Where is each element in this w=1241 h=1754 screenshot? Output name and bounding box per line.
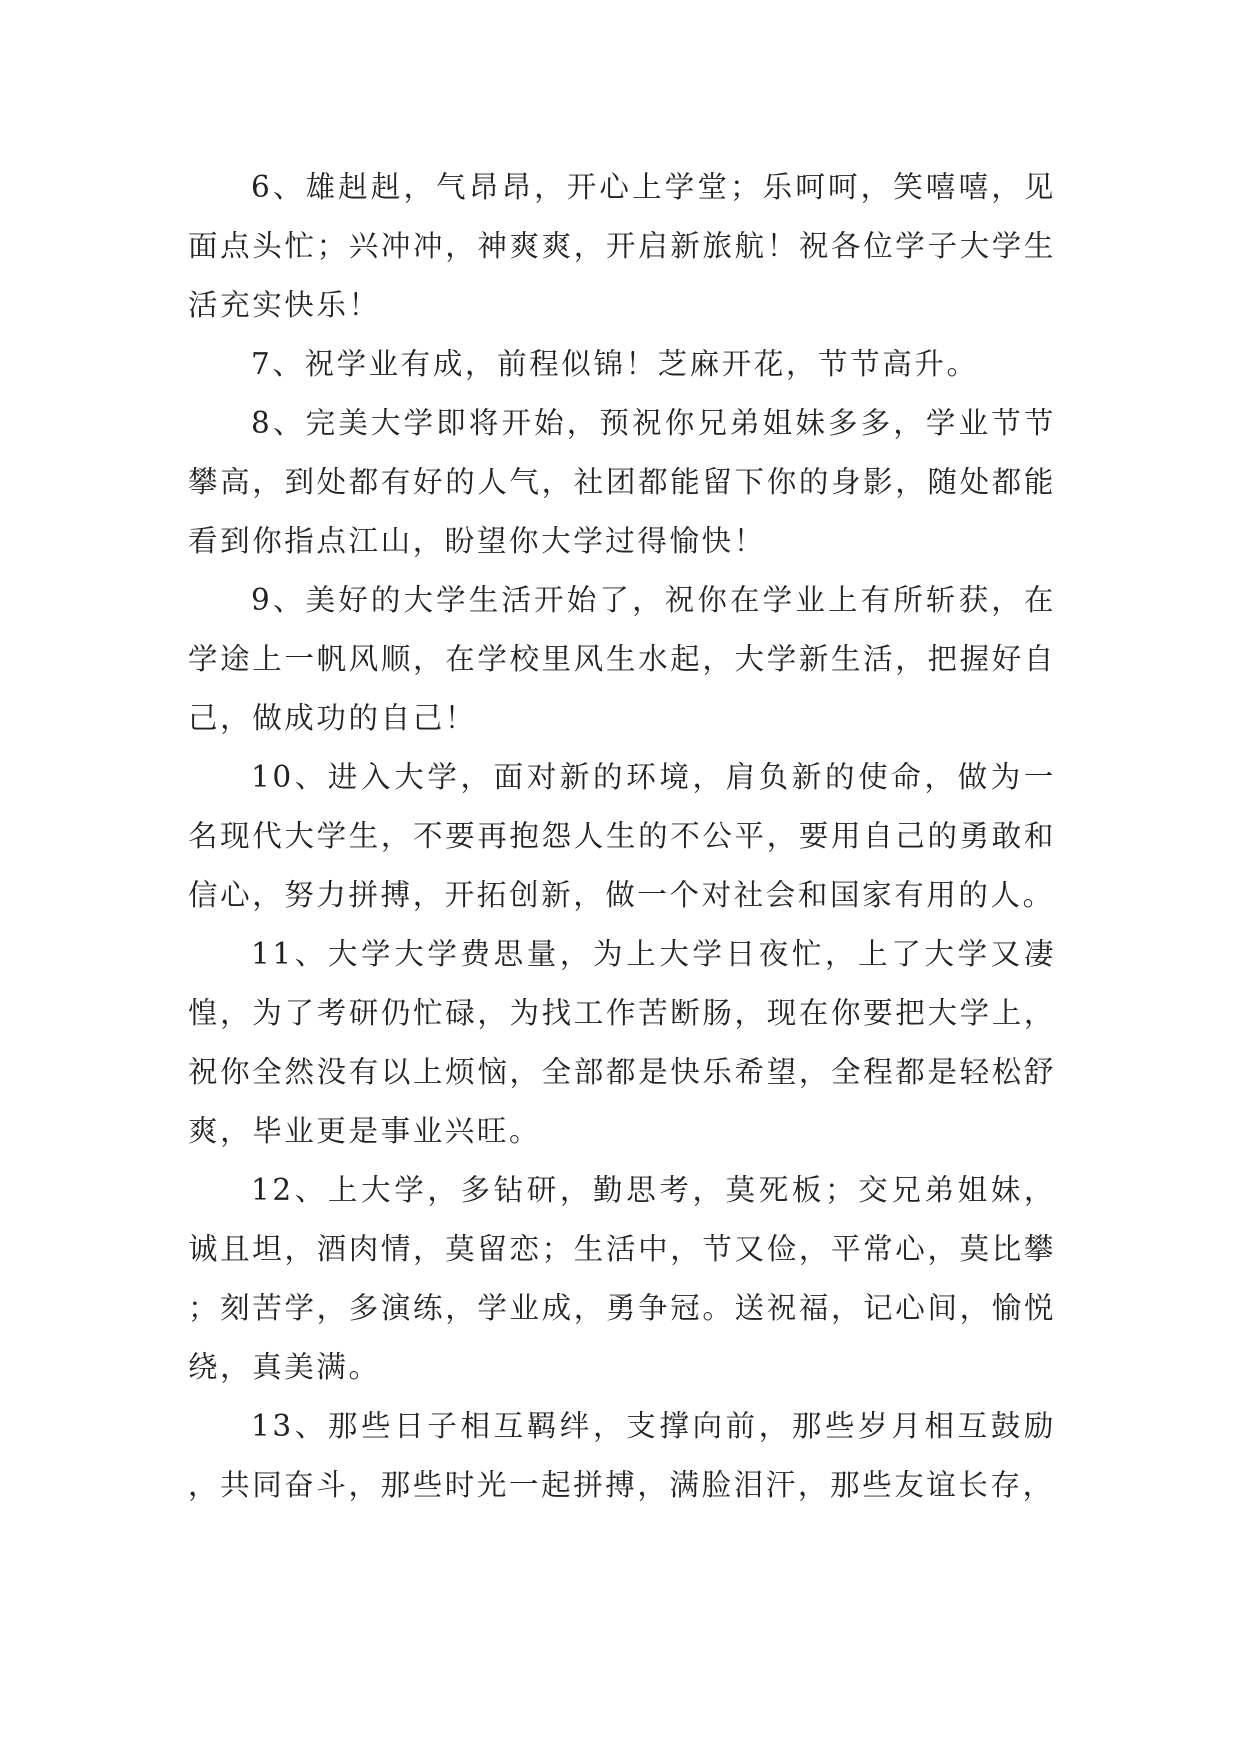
paragraph-6: 6、雄赳赳，气昂昂，开心上学堂；乐呵呵，笑嘻嘻，见面点头忙；兴冲冲，神爽爽，开启新旅航！祝各位学子大学生活充实快乐！ xyxy=(188,170,1056,322)
paragraph-8: 8、完美大学即将开始，预祝你兄弟姐妹多多，学业节节攀高，到处都有好的人气，社团都能留下你的身影，随处都能看到你指点江山，盼望你大学过得愉快！ xyxy=(188,406,1056,558)
paragraph-10: 10、进入大学，面对新的环境，肩负新的使命，做为一名现代大学生，不要再抱怨人生的不公平，要用自己的勇敢和信心，努力拼搏，开拓创新，做一个对社会和国家有用的人。 xyxy=(188,760,1056,912)
paragraph-9: 9、美好的大学生活开始了，祝你在学业上有所斩获，在学途上一帆风顺，在学校里风生水起，大学新生活，把握好自己，做成功的自己！ xyxy=(188,583,1056,735)
paragraph-13: 13、那些日子相互羁绊，支撑向前，那些岁月相互鼓励，共同奋斗，那些时光一起拼搏，满脸泪汗，那些友谊长存， xyxy=(188,1409,1056,1502)
document-body xyxy=(188,158,1056,1515)
paragraph-12: 12、上大学，多钻研，勤思考，莫死板；交兄弟姐妹，诚且坦，酒肉情，莫留恋；生活中，节又俭，平常心，莫比攀；刻苦学，多演练，学业成，勇争冠。送祝福，记心间，愉悦绕，真美满。 xyxy=(188,1173,1056,1384)
paragraph-7: 7、祝学业有成，前程似锦！芝麻开花，节节高升。 xyxy=(251,347,979,381)
paragraph-11: 11、大学大学费思量，为上大学日夜忙，上了大学又凄惶，为了考研仍忙碌，为找工作苦断肠，现在你要把大学上，祝你全然没有以上烦恼，全部都是快乐希望，全程都是轻松舒爽，毕业更是事业兴旺。 xyxy=(188,937,1056,1148)
